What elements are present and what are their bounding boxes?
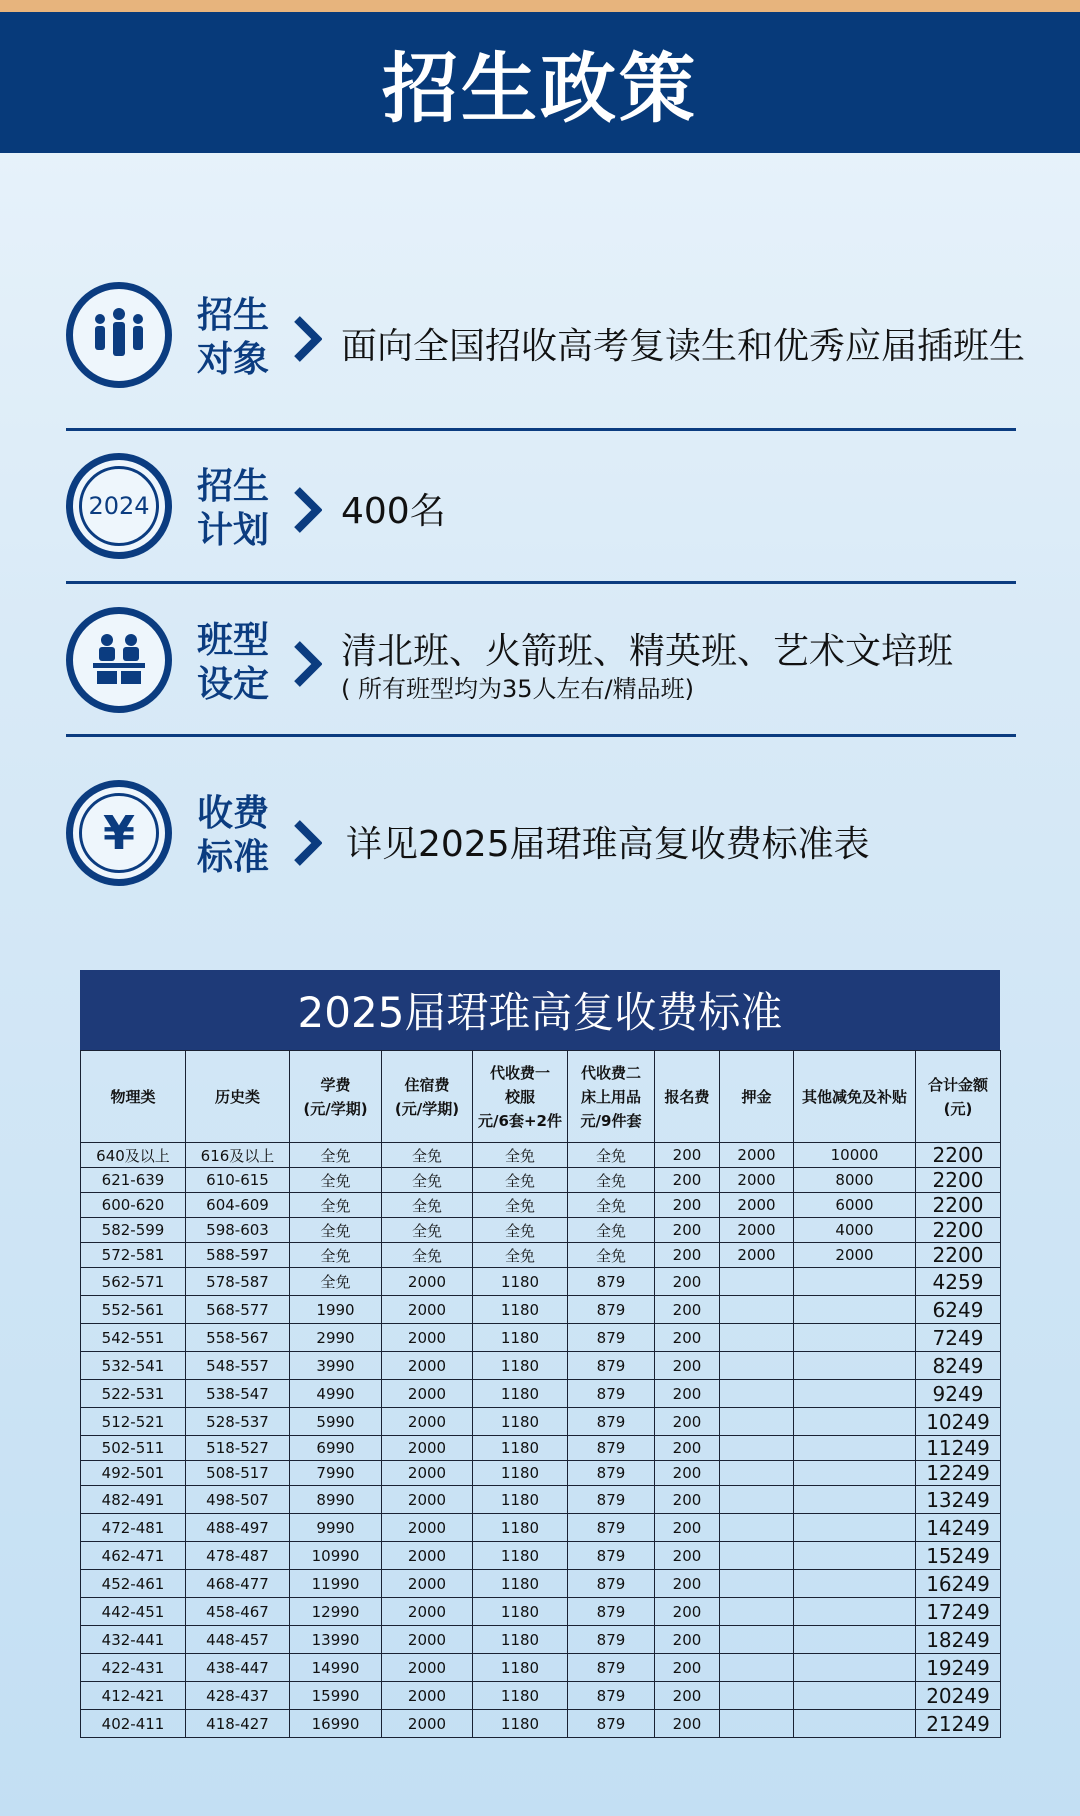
table-cell: 4990 [290, 1380, 382, 1408]
yen-symbol: ¥ [102, 806, 135, 860]
table-cell [794, 1682, 916, 1710]
table-cell [720, 1598, 794, 1626]
table-cell: 1180 [473, 1296, 568, 1324]
table-row [81, 1193, 1001, 1218]
table-cell: 528-537 [186, 1408, 290, 1436]
table-cell: 全免 [290, 1193, 382, 1218]
table-cell: 全免 [473, 1243, 568, 1268]
table-cell [794, 1514, 916, 1542]
table-cell: 1180 [473, 1352, 568, 1380]
table-row [81, 1542, 1001, 1570]
table-cell: 13249 [916, 1486, 1001, 1514]
table-cell: 2000 [720, 1143, 794, 1168]
table-cell: 全免 [290, 1268, 382, 1296]
table-cell: 522-531 [81, 1380, 186, 1408]
table-cell: 2000 [720, 1168, 794, 1193]
table-cell [720, 1296, 794, 1324]
table-cell [794, 1324, 916, 1352]
table-row [81, 1682, 1001, 1710]
fee-table-title: 2025届珺琟高复收费标准 [80, 970, 1000, 1050]
table-cell: 879 [568, 1436, 655, 1461]
table-cell: 2000 [382, 1324, 473, 1352]
table-header-cell: 合计金额 (元) [916, 1051, 1001, 1143]
table-cell: 2200 [916, 1243, 1001, 1268]
table-cell: 15249 [916, 1542, 1001, 1570]
table-cell: 468-477 [186, 1570, 290, 1598]
table-cell: 6990 [290, 1436, 382, 1461]
table-cell: 全免 [382, 1168, 473, 1193]
table-cell: 2000 [382, 1461, 473, 1486]
table-cell: 全免 [473, 1143, 568, 1168]
table-cell: 7249 [916, 1324, 1001, 1352]
table-cell: 1180 [473, 1682, 568, 1710]
table-cell: 21249 [916, 1710, 1001, 1738]
table-cell: 418-427 [186, 1710, 290, 1738]
table-cell: 12249 [916, 1461, 1001, 1486]
table-cell: 全免 [290, 1143, 382, 1168]
table-cell: 879 [568, 1352, 655, 1380]
table-cell: 478-487 [186, 1542, 290, 1570]
policy-label: 招生 对象 [197, 295, 270, 380]
table-row [81, 1461, 1001, 1486]
table-cell [720, 1570, 794, 1598]
table-header-cell: 报名费 [655, 1051, 720, 1143]
table-row [81, 1654, 1001, 1682]
table-cell: 4259 [916, 1268, 1001, 1296]
table-cell [720, 1324, 794, 1352]
policy-row-fees [66, 780, 1016, 886]
table-cell: 2000 [382, 1268, 473, 1296]
table-cell: 全免 [568, 1243, 655, 1268]
table-cell: 458-467 [186, 1598, 290, 1626]
table-cell: 2000 [720, 1193, 794, 1218]
table-cell: 1180 [473, 1324, 568, 1352]
table-cell: 542-551 [81, 1324, 186, 1352]
chevron-right-icon [292, 641, 322, 687]
table-cell: 10000 [794, 1143, 916, 1168]
table-cell: 6000 [794, 1193, 916, 1218]
table-cell: 8990 [290, 1486, 382, 1514]
table-row [81, 1352, 1001, 1380]
table-cell [720, 1408, 794, 1436]
table-cell: 879 [568, 1324, 655, 1352]
table-cell [794, 1296, 916, 1324]
table-header-cell: 代收费二 床上用品 元/9件套 [568, 1051, 655, 1143]
table-cell: 879 [568, 1570, 655, 1598]
year-badge-icon [66, 453, 172, 559]
table-cell: 610-615 [186, 1168, 290, 1193]
policy-content: 面向全国招收高考复读生和优秀应届插班生 [341, 326, 1026, 367]
table-cell: 879 [568, 1542, 655, 1570]
table-cell: 1180 [473, 1268, 568, 1296]
table-row [81, 1243, 1001, 1268]
table-cell: 200 [655, 1710, 720, 1738]
table-cell [794, 1542, 916, 1570]
table-cell: 604-609 [186, 1193, 290, 1218]
table-row [81, 1324, 1001, 1352]
divider [66, 581, 1016, 584]
table-row [81, 1168, 1001, 1193]
policy-content: 400名 [341, 491, 446, 532]
table-header-cell: 住宿费 (元/学期) [382, 1051, 473, 1143]
table-cell: 600-620 [81, 1193, 186, 1218]
table-cell: 1180 [473, 1626, 568, 1654]
chevron-right-icon [292, 487, 322, 533]
table-cell [720, 1486, 794, 1514]
table-cell: 全免 [290, 1168, 382, 1193]
table-row [81, 1296, 1001, 1324]
table-cell: 2000 [382, 1682, 473, 1710]
table-cell: 1180 [473, 1542, 568, 1570]
table-cell: 全免 [382, 1193, 473, 1218]
table-cell [794, 1461, 916, 1486]
table-cell: 200 [655, 1243, 720, 1268]
table-cell: 200 [655, 1143, 720, 1168]
table-header-cell: 学费 (元/学期) [290, 1051, 382, 1143]
table-cell [794, 1710, 916, 1738]
divider [66, 428, 1016, 431]
fee-table-grid [80, 1050, 1001, 1738]
table-cell: 508-517 [186, 1461, 290, 1486]
table-cell: 5990 [290, 1408, 382, 1436]
table-cell: 1180 [473, 1654, 568, 1682]
table-cell: 200 [655, 1193, 720, 1218]
table-cell: 879 [568, 1682, 655, 1710]
table-cell: 全免 [473, 1168, 568, 1193]
table-cell [720, 1436, 794, 1461]
table-cell: 14990 [290, 1654, 382, 1682]
policy-row-classes [66, 607, 1016, 713]
table-cell: 492-501 [81, 1461, 186, 1486]
table-cell: 2000 [382, 1542, 473, 1570]
table-row [81, 1408, 1001, 1436]
table-cell: 200 [655, 1408, 720, 1436]
table-cell: 20249 [916, 1682, 1001, 1710]
table-header-cell: 押金 [720, 1051, 794, 1143]
table-cell: 6249 [916, 1296, 1001, 1324]
table-cell: 全免 [382, 1218, 473, 1243]
table-cell: 1180 [473, 1598, 568, 1626]
table-row [81, 1218, 1001, 1243]
table-cell: 1180 [473, 1570, 568, 1598]
table-cell: 462-471 [81, 1542, 186, 1570]
chevron-right-icon [292, 316, 322, 362]
table-cell: 472-481 [81, 1514, 186, 1542]
table-cell: 432-441 [81, 1626, 186, 1654]
table-cell: 2000 [382, 1380, 473, 1408]
table-cell: 200 [655, 1514, 720, 1542]
table-cell: 502-511 [81, 1436, 186, 1461]
table-cell [794, 1654, 916, 1682]
table-cell: 582-599 [81, 1218, 186, 1243]
table-cell: 200 [655, 1168, 720, 1193]
table-cell: 全免 [290, 1243, 382, 1268]
table-cell: 498-507 [186, 1486, 290, 1514]
table-cell [720, 1461, 794, 1486]
table-cell: 200 [655, 1654, 720, 1682]
policy-label: 班型 设定 [197, 620, 270, 705]
table-cell [720, 1380, 794, 1408]
table-cell: 18249 [916, 1626, 1001, 1654]
table-cell: 17249 [916, 1598, 1001, 1626]
table-cell: 4000 [794, 1218, 916, 1243]
table-cell: 2000 [382, 1436, 473, 1461]
table-cell: 200 [655, 1682, 720, 1710]
table-cell: 9990 [290, 1514, 382, 1542]
table-cell: 616及以上 [186, 1143, 290, 1168]
table-cell [794, 1268, 916, 1296]
table-cell: 2200 [916, 1218, 1001, 1243]
table-cell: 640及以上 [81, 1143, 186, 1168]
table-cell: 1990 [290, 1296, 382, 1324]
table-cell [794, 1380, 916, 1408]
table-cell: 879 [568, 1408, 655, 1436]
table-cell: 200 [655, 1436, 720, 1461]
table-cell: 879 [568, 1268, 655, 1296]
table-cell: 2000 [382, 1654, 473, 1682]
fee-table [80, 970, 1000, 1738]
table-cell: 2000 [720, 1218, 794, 1243]
table-row [81, 1143, 1001, 1168]
table-cell [794, 1570, 916, 1598]
table-row [81, 1570, 1001, 1598]
table-cell: 548-557 [186, 1352, 290, 1380]
table-cell: 16990 [290, 1710, 382, 1738]
table-cell: 全免 [382, 1143, 473, 1168]
table-cell: 879 [568, 1380, 655, 1408]
table-cell [720, 1542, 794, 1570]
table-row [81, 1380, 1001, 1408]
table-cell: 16249 [916, 1570, 1001, 1598]
table-cell: 442-451 [81, 1598, 186, 1626]
table-row [81, 1710, 1001, 1738]
table-cell [720, 1682, 794, 1710]
table-cell [794, 1408, 916, 1436]
table-cell: 200 [655, 1598, 720, 1626]
table-header-row [81, 1051, 1001, 1143]
table-cell [794, 1626, 916, 1654]
table-cell: 2000 [382, 1710, 473, 1738]
table-cell: 13990 [290, 1626, 382, 1654]
table-cell: 1180 [473, 1436, 568, 1461]
table-cell: 572-581 [81, 1243, 186, 1268]
page-title: 招生政策 [382, 44, 698, 133]
table-cell: 2000 [382, 1514, 473, 1542]
table-cell: 200 [655, 1486, 720, 1514]
table-cell: 552-561 [81, 1296, 186, 1324]
table-cell: 879 [568, 1626, 655, 1654]
table-cell: 11990 [290, 1570, 382, 1598]
table-header-cell: 历史类 [186, 1051, 290, 1143]
table-cell [720, 1710, 794, 1738]
table-row [81, 1486, 1001, 1514]
table-cell: 2000 [382, 1626, 473, 1654]
table-cell [720, 1514, 794, 1542]
table-cell: 12990 [290, 1598, 382, 1626]
table-cell: 588-597 [186, 1243, 290, 1268]
table-cell: 2000 [382, 1598, 473, 1626]
table-row [81, 1436, 1001, 1461]
table-cell: 10249 [916, 1408, 1001, 1436]
table-cell: 598-603 [186, 1218, 290, 1243]
table-row [81, 1514, 1001, 1542]
policy-row-target [66, 282, 1026, 388]
table-cell: 1180 [473, 1461, 568, 1486]
page-header [0, 12, 1080, 153]
table-cell: 428-437 [186, 1682, 290, 1710]
table-row [81, 1268, 1001, 1296]
policy-label: 招生 计划 [197, 466, 270, 551]
people-icon [66, 282, 172, 388]
table-cell: 448-457 [186, 1626, 290, 1654]
table-cell: 2000 [382, 1408, 473, 1436]
table-cell: 200 [655, 1542, 720, 1570]
table-cell: 11249 [916, 1436, 1001, 1461]
table-cell: 全免 [568, 1193, 655, 1218]
table-cell: 19249 [916, 1654, 1001, 1682]
table-cell [720, 1654, 794, 1682]
table-cell: 全免 [568, 1143, 655, 1168]
policy-row-plan [66, 453, 1016, 559]
policy-note: ( 所有班型均为35人左右/精品班) [341, 675, 694, 703]
table-header-cell: 物理类 [81, 1051, 186, 1143]
table-cell [720, 1626, 794, 1654]
table-cell: 200 [655, 1461, 720, 1486]
table-cell: 482-491 [81, 1486, 186, 1514]
table-cell: 10990 [290, 1542, 382, 1570]
table-cell: 518-527 [186, 1436, 290, 1461]
table-cell: 412-421 [81, 1682, 186, 1710]
table-cell: 568-577 [186, 1296, 290, 1324]
table-cell: 2000 [720, 1243, 794, 1268]
policy-label: 收费 标准 [197, 793, 270, 878]
table-cell: 621-639 [81, 1168, 186, 1193]
table-cell: 2000 [794, 1243, 916, 1268]
policy-content: 清北班、火箭班、精英班、艺术文培班 [341, 631, 954, 672]
table-cell [720, 1352, 794, 1380]
table-cell: 3990 [290, 1352, 382, 1380]
divider [66, 734, 1016, 737]
table-cell: 879 [568, 1654, 655, 1682]
table-cell: 532-541 [81, 1352, 186, 1380]
table-cell: 200 [655, 1626, 720, 1654]
policy-content: 详见2025届珺琟高复收费标准表 [346, 824, 870, 865]
table-cell [794, 1486, 916, 1514]
table-header-cell: 代收费一 校服 元/6套+2件 [473, 1051, 568, 1143]
year-badge-text: 2024 [88, 492, 150, 520]
table-cell: 15990 [290, 1682, 382, 1710]
table-cell: 7990 [290, 1461, 382, 1486]
table-header-cell: 其他减免及补贴 [794, 1051, 916, 1143]
table-cell: 2200 [916, 1193, 1001, 1218]
table-cell: 全免 [568, 1168, 655, 1193]
table-cell: 全免 [290, 1218, 382, 1243]
table-cell: 200 [655, 1296, 720, 1324]
table-cell: 402-411 [81, 1710, 186, 1738]
table-cell: 8249 [916, 1352, 1001, 1380]
table-cell: 488-497 [186, 1514, 290, 1542]
table-cell: 2200 [916, 1168, 1001, 1193]
table-cell [794, 1436, 916, 1461]
table-cell: 879 [568, 1296, 655, 1324]
table-cell: 538-547 [186, 1380, 290, 1408]
table-cell: 2990 [290, 1324, 382, 1352]
table-cell: 200 [655, 1218, 720, 1243]
table-cell: 512-521 [81, 1408, 186, 1436]
table-cell: 14249 [916, 1514, 1001, 1542]
table-cell: 2000 [382, 1486, 473, 1514]
table-cell: 879 [568, 1710, 655, 1738]
table-cell: 200 [655, 1570, 720, 1598]
table-cell: 全免 [473, 1218, 568, 1243]
table-cell: 452-461 [81, 1570, 186, 1598]
chevron-right-icon [292, 820, 322, 866]
table-cell: 879 [568, 1514, 655, 1542]
table-cell: 全免 [473, 1193, 568, 1218]
table-cell [794, 1352, 916, 1380]
table-cell: 2000 [382, 1352, 473, 1380]
table-cell: 562-571 [81, 1268, 186, 1296]
table-cell [720, 1268, 794, 1296]
table-cell: 全免 [568, 1218, 655, 1243]
table-cell: 2000 [382, 1296, 473, 1324]
table-cell: 200 [655, 1352, 720, 1380]
table-row [81, 1598, 1001, 1626]
table-cell: 558-567 [186, 1324, 290, 1352]
table-cell: 200 [655, 1324, 720, 1352]
table-cell: 2000 [382, 1570, 473, 1598]
table-cell: 1180 [473, 1408, 568, 1436]
table-cell: 438-447 [186, 1654, 290, 1682]
table-cell: 1180 [473, 1710, 568, 1738]
table-cell: 1180 [473, 1514, 568, 1542]
table-cell: 1180 [473, 1486, 568, 1514]
table-cell: 8000 [794, 1168, 916, 1193]
table-cell: 879 [568, 1461, 655, 1486]
table-cell: 全免 [382, 1243, 473, 1268]
table-cell: 422-431 [81, 1654, 186, 1682]
yen-icon [66, 780, 172, 886]
table-cell: 879 [568, 1598, 655, 1626]
table-cell: 200 [655, 1268, 720, 1296]
table-cell: 2200 [916, 1143, 1001, 1168]
table-row [81, 1626, 1001, 1654]
table-cell: 200 [655, 1380, 720, 1408]
top-accent-bar [0, 0, 1080, 12]
table-cell [794, 1598, 916, 1626]
classroom-icon [66, 607, 172, 713]
table-cell: 578-587 [186, 1268, 290, 1296]
table-cell: 879 [568, 1486, 655, 1514]
table-cell: 1180 [473, 1380, 568, 1408]
table-cell: 9249 [916, 1380, 1001, 1408]
